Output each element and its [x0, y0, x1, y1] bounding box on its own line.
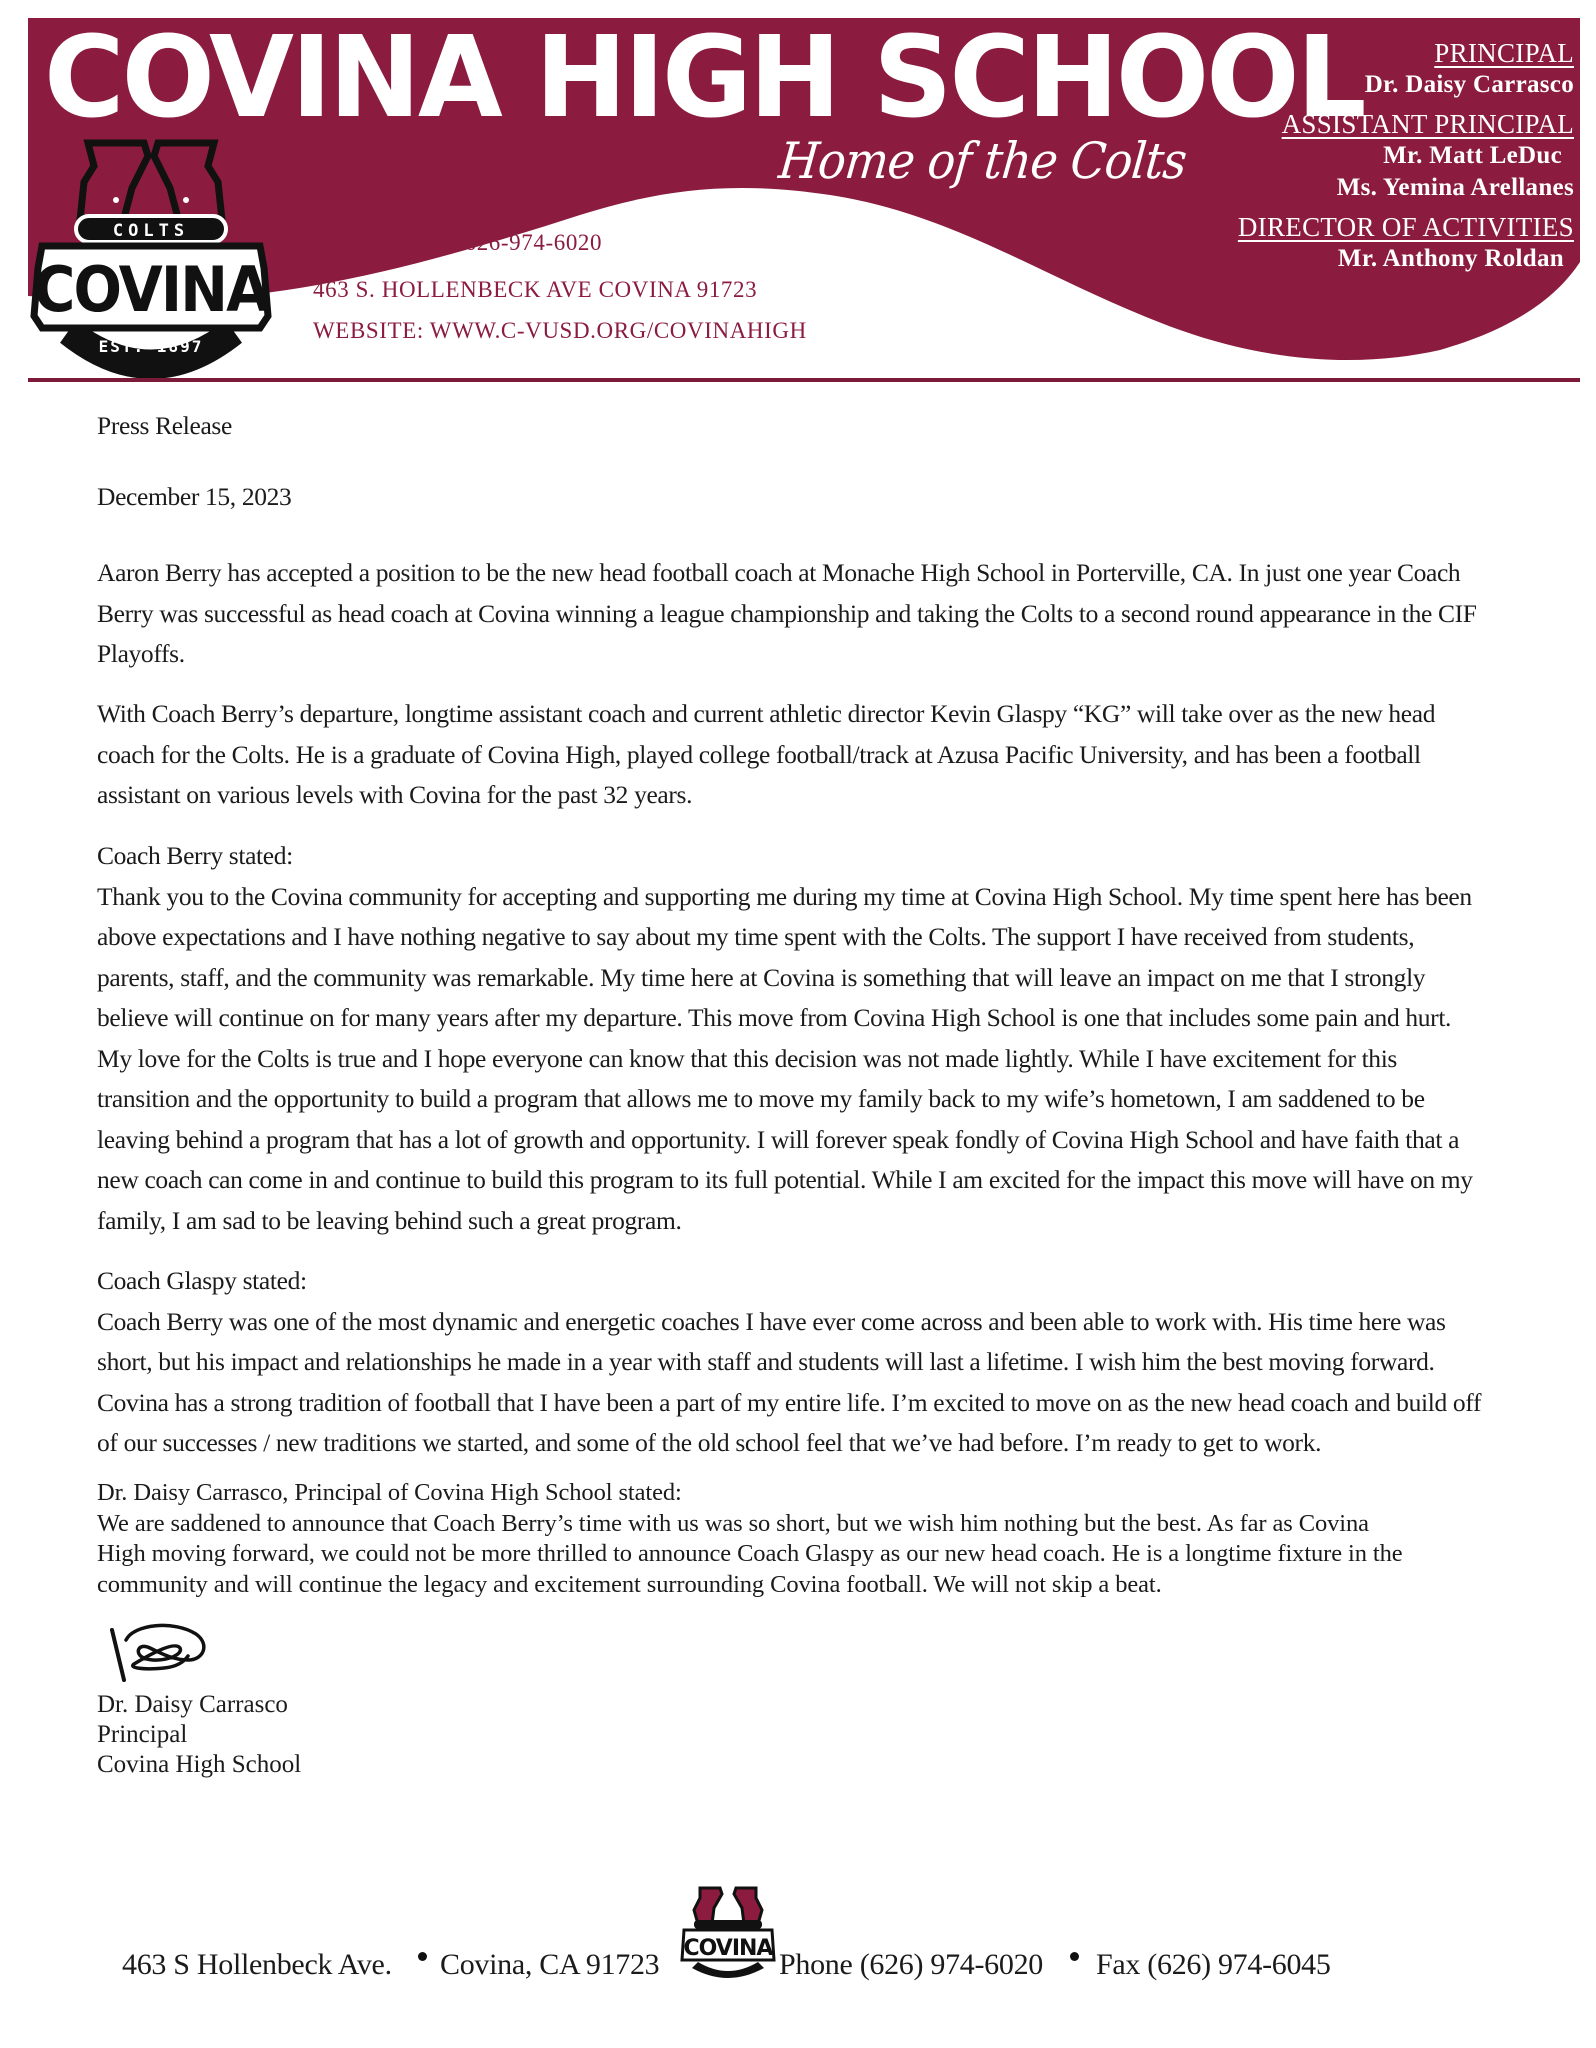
signatory-name: Dr. Daisy Carrasco	[97, 1691, 288, 1718]
text-line: Thank you to the Covina community for accepting and supporting me during my time at Covina High School. My time spent here has been	[97, 881, 1472, 911]
text-line: Aaron Berry has accepted a position to be the new head football coach at Monache High School in Porterville, CA. In just one year Coach	[97, 558, 1461, 587]
staff-heading-assistant-principal: ASSISTANT PRINCIPAL	[1281, 109, 1574, 139]
letterhead-address: 463 S. HOLLENBECK AVE COVINA 91723	[313, 277, 758, 302]
text-line: Covina has a strong tradition of football that I have been a part of my entire life. I’m excited to move on as the new head coach and build off	[97, 1387, 1482, 1417]
text-line: of our successes / new traditions we started, and some of the old school feel that we’ve had before. I’m ready to get to work.	[97, 1428, 1322, 1457]
text-line: parents, staff, and the community was remarkable. My time here at Covina is something that will leave an impact on me that I strongly	[97, 962, 1426, 992]
glaspy-statement	[97, 1261, 1557, 1464]
paragraph-successor	[97, 694, 1557, 816]
staff-name: Dr. Daisy Carrasco	[1364, 71, 1574, 98]
footer-city: Covina, CA 91723	[440, 1948, 660, 1981]
text-line: short, but his impact and relationships he made in a year with staff and students will last a lifetime. I wish him the best moving forward.	[97, 1347, 1435, 1376]
letterhead-divider	[28, 378, 1580, 382]
signatory-title: Principal	[97, 1721, 188, 1748]
logo-covina-text: COVINA	[33, 254, 269, 327]
document-type-label: Press Release	[97, 411, 232, 440]
text-line: above expectations and I have nothing negative to say about my time spent with the Colts. The support I have received from students,	[97, 922, 1415, 951]
tagline: Home of the Colts	[776, 132, 1189, 190]
logo-est-text: EST. 1897	[98, 337, 204, 356]
bullet-separator	[1070, 1952, 1079, 1961]
letterhead-telephone: TELEPHONE: 626-974-6020	[313, 230, 603, 255]
text-line: With Coach Berry’s departure, longtime assistant coach and current athletic director Kevin Glaspy “KG” will take over as the new head	[97, 699, 1436, 728]
text-line: community and will continue the legacy and excitement surrounding Covina football. We will not skip a beat.	[97, 1570, 1162, 1598]
berry-statement	[97, 836, 1557, 1241]
principal-heading: Dr. Daisy Carrasco, Principal of Covina High School stated:	[97, 1479, 682, 1506]
staff-name: Mr. Anthony Roldan	[1337, 245, 1564, 272]
logo-colts-text: COLTS	[112, 221, 190, 241]
signatory-organization: Covina High School	[97, 1751, 302, 1778]
text-line: believe will continue on for many years after my departure. This move from Covina High School is one that includes some pain and hurt.	[97, 1003, 1452, 1032]
document-date: December 15, 2023	[97, 482, 292, 511]
bullet-separator	[418, 1952, 427, 1961]
text-line: High moving forward, we could not be more thrilled to announce Coach Glaspy as our new head coach. He is a longtime fixture in the	[97, 1540, 1403, 1567]
text-line: Coach Berry was one of the most dynamic and energetic coaches I have ever come across and been able to work with. His time here was	[97, 1306, 1446, 1336]
staff-name: Ms. Yemina Arellanes	[1336, 174, 1574, 201]
signature-block	[97, 1690, 301, 1780]
staff-heading-principal: PRINCIPAL	[1434, 38, 1574, 68]
footer-fax: Fax (626) 974-6045	[1096, 1948, 1331, 1981]
text-line: assistant on various levels with Covina for the past 32 years.	[97, 780, 693, 809]
handwritten-signature	[104, 1618, 214, 1690]
staff-directory	[1238, 38, 1574, 275]
staff-name: Mr. Matt LeDuc	[1383, 142, 1562, 169]
footer-address: 463 S Hollenbeck Ave.	[122, 1948, 392, 1981]
school-name-title: COVINA HIGH SCHOOL	[44, 13, 1364, 143]
text-line: We are saddened to announce that Coach Berry’s time with us was so short, but we wish him nothing but the best. As far as Covina	[97, 1509, 1369, 1537]
footer-logo-text: COVINA	[683, 1936, 773, 1961]
glaspy-heading: Coach Glaspy stated:	[97, 1266, 307, 1295]
horseshoe-icon	[694, 1888, 722, 1924]
text-line: Playoffs.	[97, 639, 185, 668]
letterhead-website[interactable]: WEBSITE: WWW.C-VUSD.ORG/COVINAHIGH	[313, 318, 807, 343]
text-line: new coach can come in and continue to build this program to its full potential. While I am excited for the impact this move will have on my	[97, 1165, 1473, 1194]
text-line: family, I am sad to be leaving behind such a great program.	[97, 1205, 682, 1235]
text-line: transition and the opportunity to build a program that allows me to move my family back to my wife’s hometown, I am saddened to be	[97, 1084, 1425, 1113]
text-line: My love for the Colts is true and I hope everyone can know that this decision was not made lightly. While I have excitement for this	[97, 1043, 1398, 1073]
staff-heading-director-of-activities: DIRECTOR OF ACTIVITIES	[1237, 212, 1574, 242]
text-line: Berry was successful as head coach at Covina winning a league championship and taking the Colts to a second round appearance in the CIF	[97, 598, 1477, 628]
paragraph-announcement	[97, 553, 1557, 675]
berry-heading: Coach Berry stated:	[97, 841, 293, 870]
principal-statement	[97, 1478, 1403, 1600]
text-line: leaving behind a program that has a lot of growth and opportunity. I will forever speak fondly of Covina High School and have faith that a	[97, 1124, 1460, 1154]
text-line: coach for the Colts. He is a graduate of Covina High, played college football/track at Azusa Pacific University, and has been a football	[97, 739, 1421, 769]
footer-colts-logo	[678, 1884, 778, 1980]
footer-phone: Phone (626) 974-6020	[779, 1948, 1043, 1981]
